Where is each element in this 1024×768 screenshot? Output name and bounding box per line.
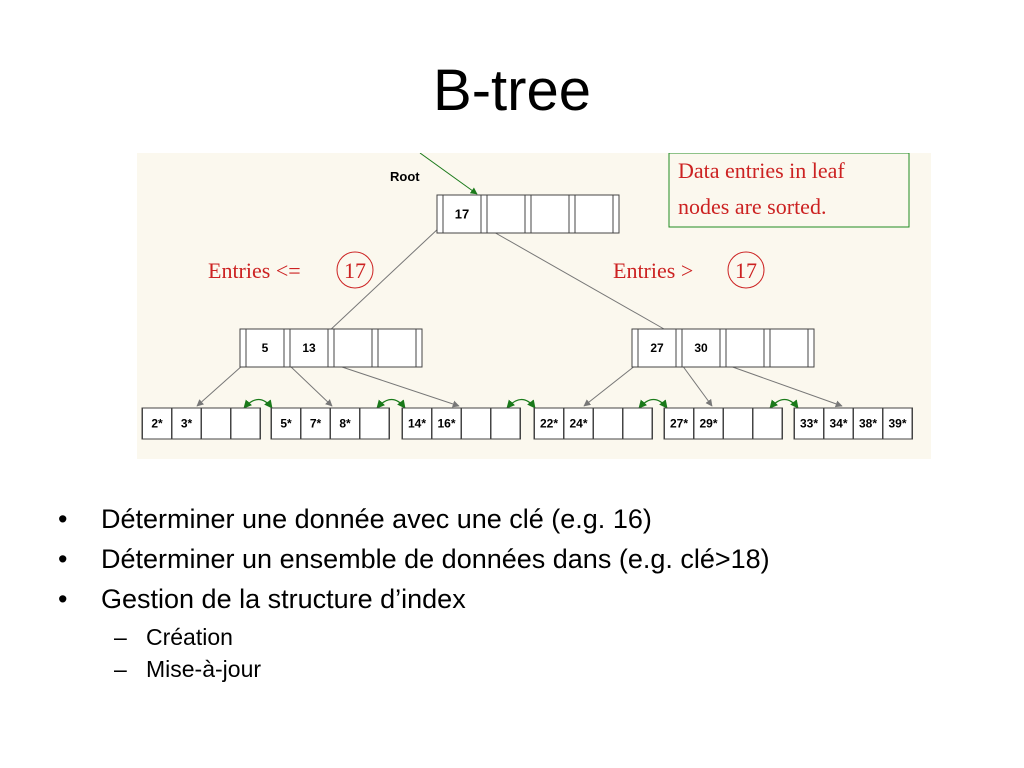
- node-key: 24*: [569, 416, 588, 431]
- sub-bullet-marker: –: [114, 656, 127, 682]
- node-key: 13: [302, 341, 316, 356]
- bullet-item-1: [58, 503, 958, 535]
- slide-title: B-tree: [433, 58, 591, 123]
- node-key: 39*: [888, 416, 907, 431]
- bullet-marker: •: [58, 544, 68, 574]
- note-line-1: Data entries in leaf: [678, 158, 845, 183]
- node-key: 5*: [280, 416, 292, 431]
- root-label: Root: [390, 169, 420, 184]
- sub-bullet-item-1: [58, 623, 958, 651]
- bullet-text-1: Déterminer une donnée avec une clé (e.g. 16): [101, 504, 652, 534]
- note-line-2: nodes are sorted.: [678, 194, 827, 219]
- right-branch-key: 17: [735, 258, 757, 283]
- sub-bullet-text-1: Création: [146, 624, 233, 650]
- node-key: 14*: [407, 416, 427, 431]
- node-key: 30: [694, 341, 708, 356]
- node-key: 34*: [829, 416, 848, 431]
- node-key: 8*: [339, 416, 351, 431]
- left-branch-label: Entries <=: [208, 258, 301, 283]
- leaf-node-2: [271, 408, 390, 439]
- node-key: 38*: [858, 416, 878, 431]
- bullet-item-2: [58, 543, 958, 575]
- node-key: 3*: [180, 416, 193, 431]
- leaf-node-4: [534, 408, 653, 439]
- left-branch-key: 17: [344, 258, 366, 283]
- root-node: [437, 195, 619, 233]
- bullet-text-2: Déterminer un ensemble de données dans (e.g. clé>18): [101, 544, 770, 574]
- leaf-node-5: [664, 408, 783, 439]
- leaf-node-1: [142, 408, 261, 439]
- sub-bullet-item-2: [58, 655, 958, 683]
- sub-bullet-text-2: Mise-à-jour: [146, 656, 262, 682]
- inner-node-left: [240, 329, 422, 367]
- node-key: 2*: [151, 416, 163, 431]
- node-key: 17: [454, 206, 470, 222]
- bullet-marker: •: [58, 584, 68, 614]
- bullet-item-3: [58, 583, 958, 615]
- node-key: 33*: [799, 416, 819, 431]
- node-key: 7*: [309, 416, 322, 431]
- leaf-node-6: [794, 408, 913, 439]
- bullet-text-3: Gestion de la structure d’index: [101, 584, 466, 614]
- node-key: 16*: [437, 416, 456, 431]
- sub-bullet-marker: –: [114, 624, 127, 650]
- bullet-marker: •: [58, 504, 68, 534]
- right-branch-label: Entries >: [613, 258, 694, 283]
- inner-node-right: [632, 329, 814, 367]
- node-key: 29*: [699, 416, 718, 431]
- node-key: 27: [650, 341, 664, 356]
- node-key: 22*: [539, 416, 559, 431]
- node-key: 27*: [669, 416, 689, 431]
- node-key: 5: [261, 341, 269, 356]
- leaf-node-3: [402, 408, 521, 439]
- bullet-list: [58, 503, 958, 687]
- btree-diagram: [137, 153, 931, 459]
